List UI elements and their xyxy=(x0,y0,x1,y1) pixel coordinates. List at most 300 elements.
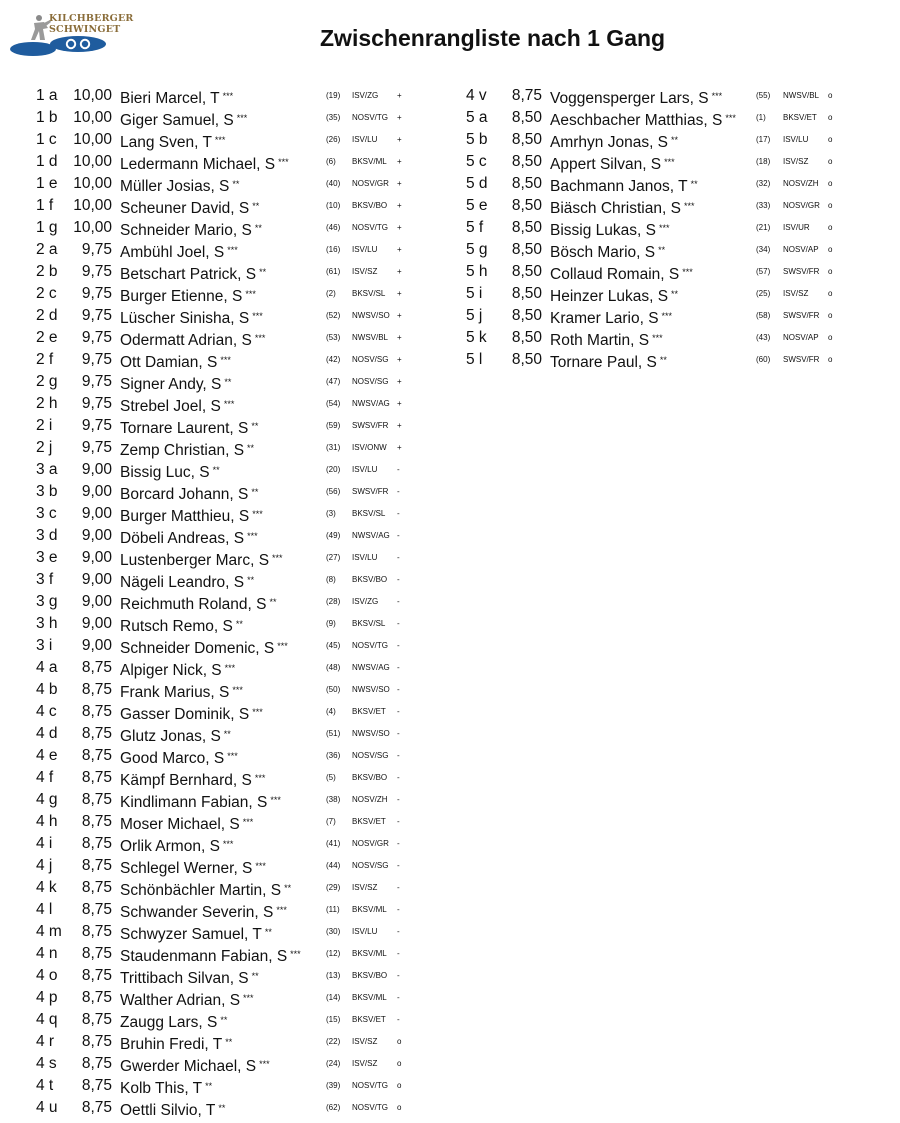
category-stars: *** xyxy=(259,1059,270,1069)
start-number: (14) xyxy=(326,993,341,1002)
ranking-row xyxy=(28,657,448,679)
start-number: (9) xyxy=(326,619,336,628)
wrestler-name-text: Kolb This, T xyxy=(120,1080,203,1097)
wrestler-name-text: Borcard Johann, S xyxy=(120,486,249,503)
start-number: (18) xyxy=(756,157,771,166)
club-code: NOSV/GR xyxy=(352,179,389,188)
start-number: (33) xyxy=(756,201,771,210)
result-symbol: + xyxy=(397,355,402,364)
rank-label: 3 g xyxy=(36,593,58,610)
start-number: (60) xyxy=(756,355,771,364)
result-symbol: - xyxy=(397,641,400,650)
club-code: BKSV/ET xyxy=(783,113,817,122)
result-symbol: o xyxy=(828,157,833,166)
rank-label: 5 d xyxy=(466,175,488,192)
rank-label: 4 u xyxy=(36,1099,58,1116)
start-number: (32) xyxy=(756,179,771,188)
wrestler-name-text: Bösch Mario, S xyxy=(550,244,656,261)
rank-label: 4 v xyxy=(466,87,487,104)
ranking-row xyxy=(28,811,448,833)
start-number: (62) xyxy=(326,1103,341,1112)
wrestler-name-text: Frank Marius, S xyxy=(120,684,230,701)
rank-label: 3 e xyxy=(36,549,58,566)
category-stars: ** xyxy=(251,421,259,431)
rank-label: 3 a xyxy=(36,461,58,478)
start-number: (53) xyxy=(326,333,341,342)
category-stars: *** xyxy=(245,289,256,299)
wrestler-name-text: Lang Sven, T xyxy=(120,134,212,151)
ranking-row xyxy=(28,987,448,1009)
category-stars: *** xyxy=(254,773,266,783)
club-code: BKSV/BO xyxy=(352,773,388,782)
ranking-row xyxy=(28,613,448,635)
club-code: NWSV/SO xyxy=(352,685,390,694)
wrestler-name-text: Bieri Marcel, T xyxy=(120,90,220,107)
category-stars: ** xyxy=(220,1015,228,1025)
wrestler-name-text: Orlik Armon, S xyxy=(120,838,220,855)
logo-rings-icon xyxy=(58,38,98,50)
category-stars: *** xyxy=(227,245,238,255)
score-value: 8,75 xyxy=(81,813,112,830)
score-value: 10,00 xyxy=(73,175,112,192)
rank-label: 4 e xyxy=(36,747,58,764)
start-number: (49) xyxy=(326,531,341,540)
rank-label: 4 f xyxy=(36,769,54,786)
score-value: 8,75 xyxy=(81,923,112,940)
category-stars: ** xyxy=(223,729,231,739)
score-value: 9,00 xyxy=(81,593,112,610)
club-code: BKSV/ML xyxy=(352,157,387,166)
result-symbol: - xyxy=(397,971,400,980)
rank-label: 2 d xyxy=(36,307,58,324)
club-code: NOSV/SG xyxy=(352,377,389,386)
score-value: 8,50 xyxy=(511,109,542,126)
wrestler-name-text: Voggensperger Lars, S xyxy=(550,90,709,107)
club-code: BKSV/BO xyxy=(352,971,388,980)
result-symbol: + xyxy=(397,91,402,100)
start-number: (39) xyxy=(326,1081,341,1090)
ranking-row xyxy=(28,635,448,657)
club-code: NOSV/TG xyxy=(352,641,389,650)
result-symbol: + xyxy=(397,377,402,386)
start-number: (35) xyxy=(326,113,341,122)
category-stars: ** xyxy=(251,487,259,497)
category-stars: *** xyxy=(725,113,736,123)
club-code: ISV/SZ xyxy=(783,289,809,298)
logo-badge xyxy=(50,36,106,52)
ranking-row xyxy=(28,503,448,525)
club-code: NOSV/TG xyxy=(352,1103,389,1112)
club-code: NWSV/SO xyxy=(352,311,390,320)
wrestler-name-text: Aeschbacher Matthias, S xyxy=(550,112,723,129)
wrestler-name-text: Schlegel Werner, S xyxy=(120,860,253,877)
rank-label: 3 f xyxy=(36,571,54,588)
start-number: (6) xyxy=(326,157,336,166)
ranking-row xyxy=(458,261,878,283)
club-code: BKSV/SL xyxy=(352,509,386,518)
start-number: (10) xyxy=(326,201,341,210)
wrestler-name-text: Ledermann Michael, S xyxy=(120,156,276,173)
ranking-row xyxy=(28,195,448,217)
ranking-row xyxy=(28,965,448,987)
ranking-row xyxy=(28,921,448,943)
start-number: (13) xyxy=(326,971,341,980)
category-stars: *** xyxy=(214,135,226,145)
rank-label: 1 a xyxy=(36,87,58,104)
club-code: NWSV/AG xyxy=(352,399,390,408)
category-stars: ** xyxy=(659,355,667,365)
result-symbol: - xyxy=(397,487,400,496)
category-stars: ** xyxy=(252,201,260,211)
ranking-row xyxy=(28,85,448,107)
score-value: 8,50 xyxy=(511,131,542,148)
result-symbol: - xyxy=(397,597,400,606)
wrestler-name-text: Müller Josias, S xyxy=(120,178,230,195)
score-value: 9,75 xyxy=(81,395,112,412)
rank-label: 4 p xyxy=(36,989,58,1006)
start-number: (2) xyxy=(326,289,336,298)
category-stars: ** xyxy=(269,597,277,607)
start-number: (20) xyxy=(326,465,341,474)
wrestler-name-text: Lustenberger Marc, S xyxy=(120,552,270,569)
ranking-row xyxy=(28,833,448,855)
result-symbol: + xyxy=(397,223,402,232)
ranking-row xyxy=(28,591,448,613)
rank-label: 4 s xyxy=(36,1055,57,1072)
rank-label: 4 m xyxy=(36,923,62,940)
rank-label: 4 b xyxy=(36,681,58,698)
category-stars: *** xyxy=(236,113,248,123)
club-code: SWSV/FR xyxy=(783,267,820,276)
rank-label: 4 q xyxy=(36,1011,58,1028)
score-value: 9,00 xyxy=(81,571,112,588)
club-code: NOSV/TG xyxy=(352,223,389,232)
ranking-row xyxy=(28,877,448,899)
score-value: 8,75 xyxy=(81,989,112,1006)
wrestler-name-text: Biäsch Christian, S xyxy=(550,200,681,217)
wrestler-name xyxy=(550,349,667,374)
start-number: (7) xyxy=(326,817,336,826)
ranking-row xyxy=(28,1075,448,1097)
result-symbol: - xyxy=(397,619,400,628)
result-symbol: - xyxy=(397,949,400,958)
start-number: (36) xyxy=(326,751,341,760)
result-symbol: - xyxy=(397,685,400,694)
category-stars: *** xyxy=(682,267,693,277)
start-number: (41) xyxy=(326,839,341,848)
wrestler-name-text: Schönbächler Martin, S xyxy=(120,882,282,899)
category-stars: ** xyxy=(212,465,220,475)
result-symbol: - xyxy=(397,531,400,540)
score-value: 10,00 xyxy=(73,131,112,148)
score-value: 8,50 xyxy=(511,307,542,324)
start-number: (30) xyxy=(326,927,341,936)
result-symbol: o xyxy=(828,355,833,364)
ranking-row xyxy=(458,173,878,195)
score-value: 8,75 xyxy=(81,1033,112,1050)
start-number: (56) xyxy=(326,487,341,496)
ranking-row xyxy=(28,701,448,723)
start-number: (22) xyxy=(326,1037,341,1046)
rank-label: 4 a xyxy=(36,659,58,676)
result-symbol: + xyxy=(397,201,402,210)
wrestler-name-text: Nägeli Leandro, S xyxy=(120,574,245,591)
result-symbol: o xyxy=(397,1103,402,1112)
wrestler-name-text: Kindlimann Fabian, S xyxy=(120,794,268,811)
ranking-row xyxy=(458,129,878,151)
start-number: (50) xyxy=(326,685,341,694)
ranking-row xyxy=(28,723,448,745)
score-value: 9,75 xyxy=(81,241,112,258)
club-code: BKSV/SL xyxy=(352,289,386,298)
rank-label: 4 i xyxy=(36,835,53,852)
club-code: NOSV/ZH xyxy=(352,795,388,804)
start-number: (15) xyxy=(326,1015,341,1024)
score-value: 8,75 xyxy=(81,967,112,984)
start-number: (47) xyxy=(326,377,341,386)
rank-label: 5 b xyxy=(466,131,488,148)
rank-label: 5 a xyxy=(466,109,488,126)
wrestler-name-text: Good Marco, S xyxy=(120,750,225,767)
score-value: 10,00 xyxy=(73,153,112,170)
ranking-row xyxy=(28,569,448,591)
result-symbol: - xyxy=(397,509,400,518)
score-value: 8,75 xyxy=(81,769,112,786)
category-stars: *** xyxy=(252,509,263,519)
rank-label: 4 d xyxy=(36,725,58,742)
score-value: 8,50 xyxy=(511,153,542,170)
score-value: 8,50 xyxy=(511,197,542,214)
club-code: SWSV/FR xyxy=(352,487,389,496)
rank-label: 2 a xyxy=(36,241,58,258)
result-symbol: - xyxy=(397,839,400,848)
ranking-row xyxy=(458,239,878,261)
result-symbol: + xyxy=(397,267,402,276)
wrestler-name-text: Zaugg Lars, S xyxy=(120,1014,218,1031)
start-number: (55) xyxy=(756,91,771,100)
rank-label: 1 g xyxy=(36,219,58,236)
category-stars: *** xyxy=(711,91,723,101)
club-code: SWSV/FR xyxy=(783,355,820,364)
result-symbol: - xyxy=(397,751,400,760)
result-symbol: - xyxy=(397,883,400,892)
ranking-row xyxy=(458,151,878,173)
club-code: ISV/LU xyxy=(352,245,378,254)
wrestler-name-text: Reichmuth Roland, S xyxy=(120,596,267,613)
rank-label: 5 j xyxy=(466,307,483,324)
result-symbol: o xyxy=(828,91,833,100)
start-number: (57) xyxy=(756,267,771,276)
ranking-row xyxy=(28,415,448,437)
club-code: ISV/LU xyxy=(352,927,378,936)
ranking-row xyxy=(28,217,448,239)
score-value: 8,75 xyxy=(81,659,112,676)
ranking-row xyxy=(28,437,448,459)
rank-label: 2 h xyxy=(36,395,58,412)
category-stars: *** xyxy=(277,641,288,651)
wrestler-name-text: Schneider Mario, S xyxy=(120,222,252,239)
wrestler-name-text: Staudenmann Fabian, S xyxy=(120,948,288,965)
wrestler-name-text: Collaud Romain, S xyxy=(550,266,680,283)
ranking-row xyxy=(28,1097,448,1119)
club-code: NOSV/TG xyxy=(352,1081,389,1090)
club-code: ISV/LU xyxy=(352,553,378,562)
rank-label: 5 g xyxy=(466,241,488,258)
rank-label: 4 h xyxy=(36,813,58,830)
score-value: 10,00 xyxy=(73,197,112,214)
result-symbol: + xyxy=(397,443,402,452)
result-symbol: o xyxy=(397,1037,402,1046)
wrestler-name-text: Tornare Paul, S xyxy=(550,354,657,371)
result-symbol: o xyxy=(828,289,833,298)
start-number: (48) xyxy=(326,663,341,672)
score-value: 8,50 xyxy=(511,285,542,302)
club-code: BKSV/ML xyxy=(352,993,387,1002)
category-stars: *** xyxy=(232,685,243,695)
score-value: 9,00 xyxy=(81,527,112,544)
category-stars: ** xyxy=(259,267,267,277)
score-value: 8,75 xyxy=(81,725,112,742)
category-stars: *** xyxy=(683,201,695,211)
start-number: (19) xyxy=(326,91,341,100)
club-code: BKSV/ET xyxy=(352,817,386,826)
club-code: BKSV/ET xyxy=(352,707,386,716)
score-value: 10,00 xyxy=(73,109,112,126)
club-code: NOSV/GR xyxy=(352,839,389,848)
ranking-row xyxy=(458,85,878,107)
wrestler-name-text: Gasser Dominik, S xyxy=(120,706,250,723)
start-number: (12) xyxy=(326,949,341,958)
score-value: 10,00 xyxy=(73,219,112,236)
category-stars: *** xyxy=(664,157,675,167)
score-value: 9,00 xyxy=(81,483,112,500)
club-code: BKSV/SL xyxy=(352,619,386,628)
ranking-row xyxy=(458,283,878,305)
wrestler-name-text: Kramer Lario, S xyxy=(550,310,659,327)
wrestler-name-text: Schwyzer Samuel, T xyxy=(120,926,262,943)
score-value: 8,50 xyxy=(511,175,542,192)
rank-label: 3 b xyxy=(36,483,58,500)
rank-label: 5 k xyxy=(466,329,487,346)
wrestler-name-text: Bachmann Janos, T xyxy=(550,178,688,195)
ranking-row xyxy=(28,239,448,261)
category-stars: ** xyxy=(218,1103,226,1113)
ranking-row xyxy=(28,393,448,415)
score-value: 9,75 xyxy=(81,307,112,324)
score-value: 9,00 xyxy=(81,615,112,632)
ranking-row xyxy=(28,767,448,789)
club-code: SWSV/FR xyxy=(783,311,820,320)
club-code: NWSV/SO xyxy=(352,729,390,738)
wrestler-name-text: Schwander Severin, S xyxy=(120,904,274,921)
result-symbol: o xyxy=(828,113,833,122)
rank-label: 4 g xyxy=(36,791,58,808)
club-code: ISV/SZ xyxy=(352,267,378,276)
start-number: (24) xyxy=(326,1059,341,1068)
result-symbol: - xyxy=(397,905,400,914)
score-value: 10,00 xyxy=(73,87,112,104)
category-stars: ** xyxy=(247,575,255,585)
club-code: ISV/ONW xyxy=(352,443,387,452)
score-value: 9,00 xyxy=(81,549,112,566)
club-code: BKSV/ML xyxy=(352,905,387,914)
club-code: SWSV/FR xyxy=(352,421,389,430)
ranking-row xyxy=(458,327,878,349)
start-number: (54) xyxy=(326,399,341,408)
result-symbol: + xyxy=(397,245,402,254)
score-value: 8,50 xyxy=(511,241,542,258)
category-stars: *** xyxy=(652,333,663,343)
rank-label: 4 l xyxy=(36,901,53,918)
wrestler-name-text: Glutz Jonas, S xyxy=(120,728,221,745)
club-code: NOSV/SG xyxy=(352,861,389,870)
wrestler-name-text: Ambühl Joel, S xyxy=(120,244,225,261)
ranking-row xyxy=(458,217,878,239)
club-code: ISV/ZG xyxy=(352,91,379,100)
rank-label: 1 f xyxy=(36,197,54,214)
start-number: (11) xyxy=(326,905,340,914)
category-stars: *** xyxy=(254,333,266,343)
start-number: (52) xyxy=(326,311,341,320)
rank-label: 3 d xyxy=(36,527,58,544)
category-stars: *** xyxy=(661,311,673,321)
result-symbol: o xyxy=(828,267,833,276)
club-code: NOSV/TG xyxy=(352,113,389,122)
result-symbol: - xyxy=(397,773,400,782)
score-value: 9,75 xyxy=(81,351,112,368)
score-value: 8,75 xyxy=(81,791,112,808)
result-symbol: o xyxy=(828,311,833,320)
score-value: 8,75 xyxy=(81,945,112,962)
ranking-row xyxy=(28,327,448,349)
wrestler-name-text: Gwerder Michael, S xyxy=(120,1058,257,1075)
result-symbol: - xyxy=(397,575,400,584)
result-symbol: - xyxy=(397,553,400,562)
club-code: NOSV/AP xyxy=(783,333,819,342)
start-number: (51) xyxy=(326,729,341,738)
category-stars: ** xyxy=(225,1037,233,1047)
score-value: 8,50 xyxy=(511,219,542,236)
page-title: Zwischenrangliste nach 1 Gang xyxy=(320,25,666,51)
category-stars: ** xyxy=(264,927,272,937)
wrestler-name-text: Ott Damian, S xyxy=(120,354,218,371)
category-stars: *** xyxy=(276,905,287,915)
score-value: 9,75 xyxy=(81,285,112,302)
rank-label: 4 t xyxy=(36,1077,54,1094)
category-stars: *** xyxy=(227,751,238,761)
score-value: 9,75 xyxy=(81,417,112,434)
category-stars: ** xyxy=(235,619,243,629)
score-value: 9,00 xyxy=(81,637,112,654)
ranking-row xyxy=(458,195,878,217)
ranking-row xyxy=(28,173,448,195)
ranking-row xyxy=(28,525,448,547)
ranking-row xyxy=(28,899,448,921)
rank-label: 4 n xyxy=(36,945,58,962)
club-code: NWSV/AG xyxy=(352,531,390,540)
score-value: 8,75 xyxy=(81,1077,112,1094)
category-stars: *** xyxy=(247,531,258,541)
wrestler-name-text: Lüscher Sinisha, S xyxy=(120,310,250,327)
result-symbol: - xyxy=(397,1015,400,1024)
rank-label: 5 l xyxy=(466,351,483,368)
result-symbol: + xyxy=(397,289,402,298)
wrestler-name-text: Moser Michael, S xyxy=(120,816,240,833)
start-number: (42) xyxy=(326,355,341,364)
ranking-row xyxy=(28,789,448,811)
ranking-row xyxy=(458,107,878,129)
rank-label: 2 j xyxy=(36,439,53,456)
